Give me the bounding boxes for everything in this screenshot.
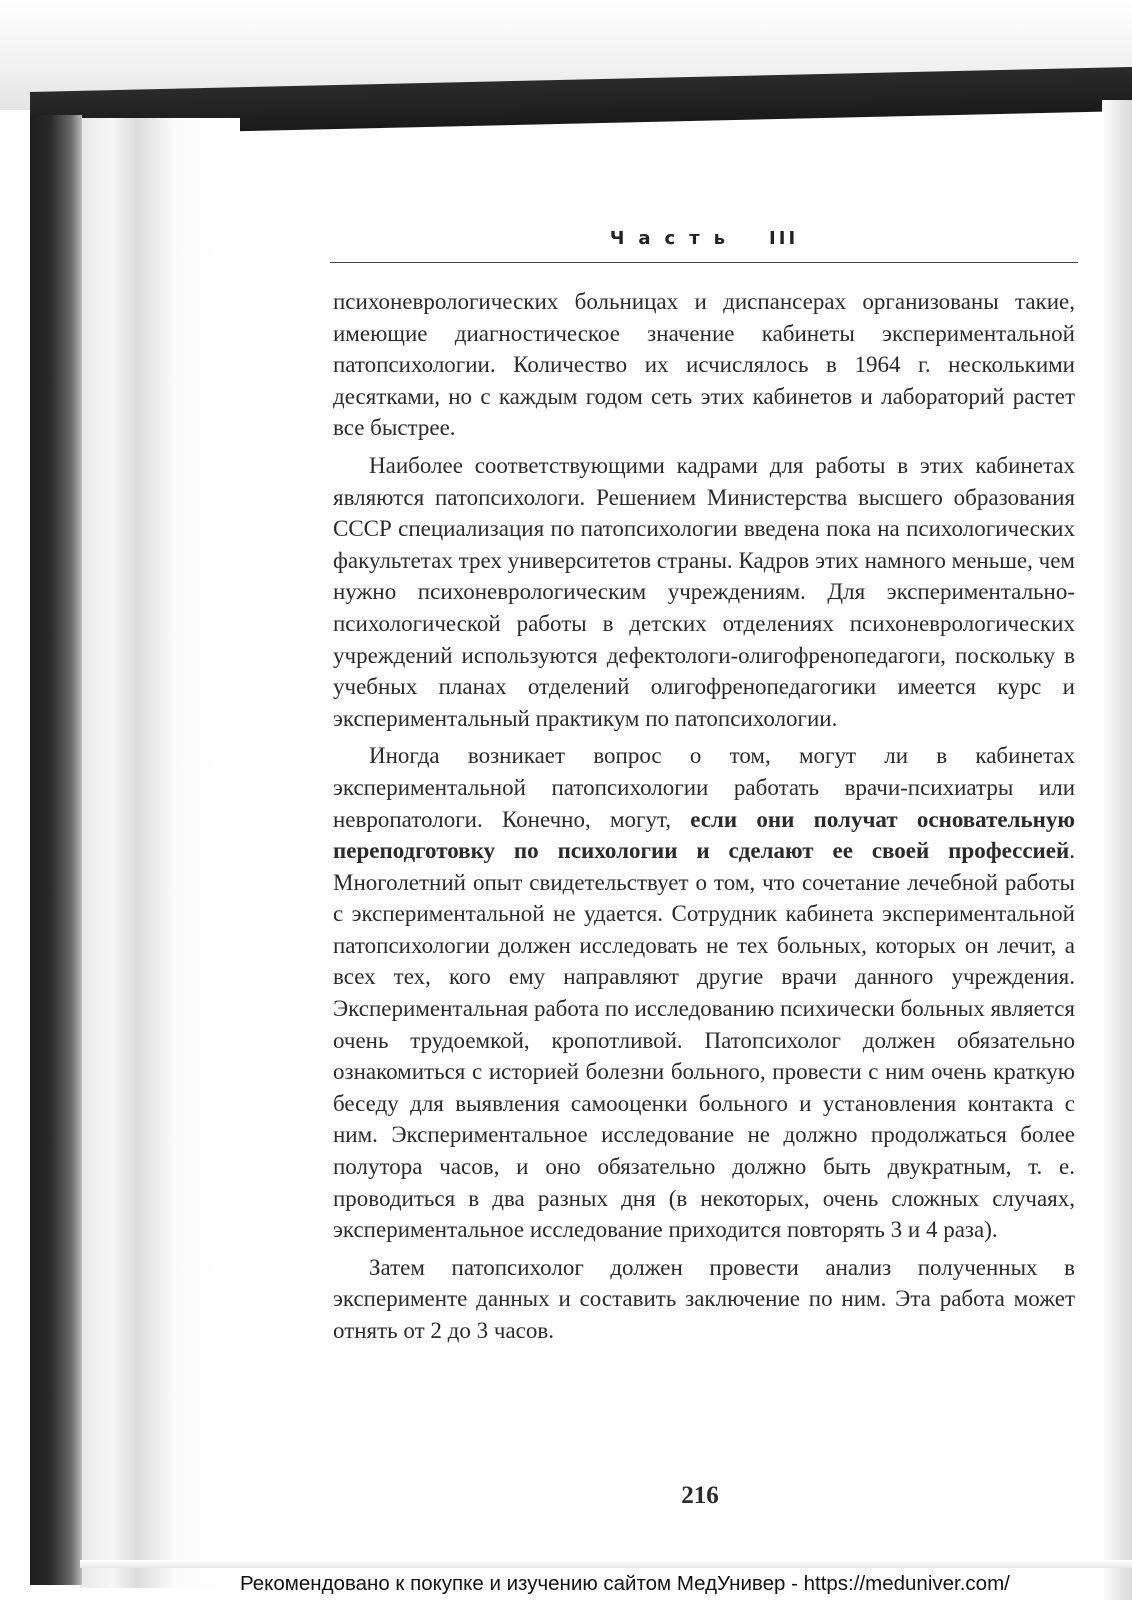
- paragraph-1: психоневрологических больницах и диспансерах организованы такие, имеющие диагностическое значение кабинеты экспериментальной патопсихологии. Количество их исчислялось в 1964 г. несколькими десятками, но с каждым годом сеть этих кабинетов и лабораторий растет все быстрее.: [333, 289, 1075, 441]
- page-binding-edge: [30, 115, 82, 1585]
- paragraph-3-end: . Многолетний опыт свидетельствует о том, что сочетание лечебной работы с экспериментальной не удается. Сотрудник кабинета экспериментальной патопсихологии должен исследовать не тех больных, которых он лечит, а всех тех, кого ему направляют другие врачи данного учреждения. Экспериментальная работа по исследованию психически больных является очень трудоемкой, кропотливой. Патопсихолог должен обязательно ознакомиться с историей болезни больного, провести с ним очень краткую беседу для выявления самооценки больного и установления контакта с ним. Экспериментальное исследование не должно продолжаться более полутора часов, и оно обязательно должно быть двукратным, т. е. проводиться в два разных дня (в некоторых, очень сложных случаях, экспериментальное исследование приходится повторять 3 и 4 раза).: [333, 838, 1075, 1243]
- page-gutter-shading: [80, 118, 240, 1588]
- header-rule: [330, 262, 1078, 263]
- paragraph-3: [333, 740, 1075, 1246]
- running-header: [330, 228, 1078, 262]
- paragraph-3-start: Иногда возникает вопрос о том, могут ли в кабинетах экспериментальной патопсихологии работать врачи-психиатры или невропатологи. Конечно, могут,: [333, 743, 1075, 832]
- page-bottom-edge: [80, 1560, 1132, 1568]
- footer-watermark: Рекомендовано к покупке и изучению сайтом МедУнивер - https://meduniver.com/: [240, 1572, 1010, 1595]
- running-header-part-number: III: [769, 228, 799, 249]
- page-right-edge-shadow: [1102, 100, 1132, 1600]
- body-text: [333, 286, 1075, 1347]
- running-header-part-word: Часть: [609, 228, 740, 249]
- page-number: 216: [681, 1482, 719, 1509]
- paragraph-4: Затем патопсихолог должен провести анализ полученных в эксперименте данных и составить заключение по ним. Эта работа может отнять от 2 до 3 часов.: [333, 1254, 1075, 1343]
- paragraph-2: Наиболее соответствующими кадрами для работы в этих кабинетах являются патопсихологи. Решением Министерства высшего образования СССР специализация по патопсихологии введена пока на психологических факультетах трех университетов страны. Кадров этих намного меньше, чем нужно психоневрологическим учреждениям. Для экспериментально-психологической работы в детских отделениях психоневрологических учреждений используются дефектологи-олигофренопедагоги, поскольку в учебных планах отделений олигофренопедагогики имеется курс и экспериментальный практикум по патопсихологии.: [333, 452, 1075, 731]
- paragraph-3-bold: если они получат основательную переподготовку по психологии и сделают ее своей профессией: [333, 806, 1075, 864]
